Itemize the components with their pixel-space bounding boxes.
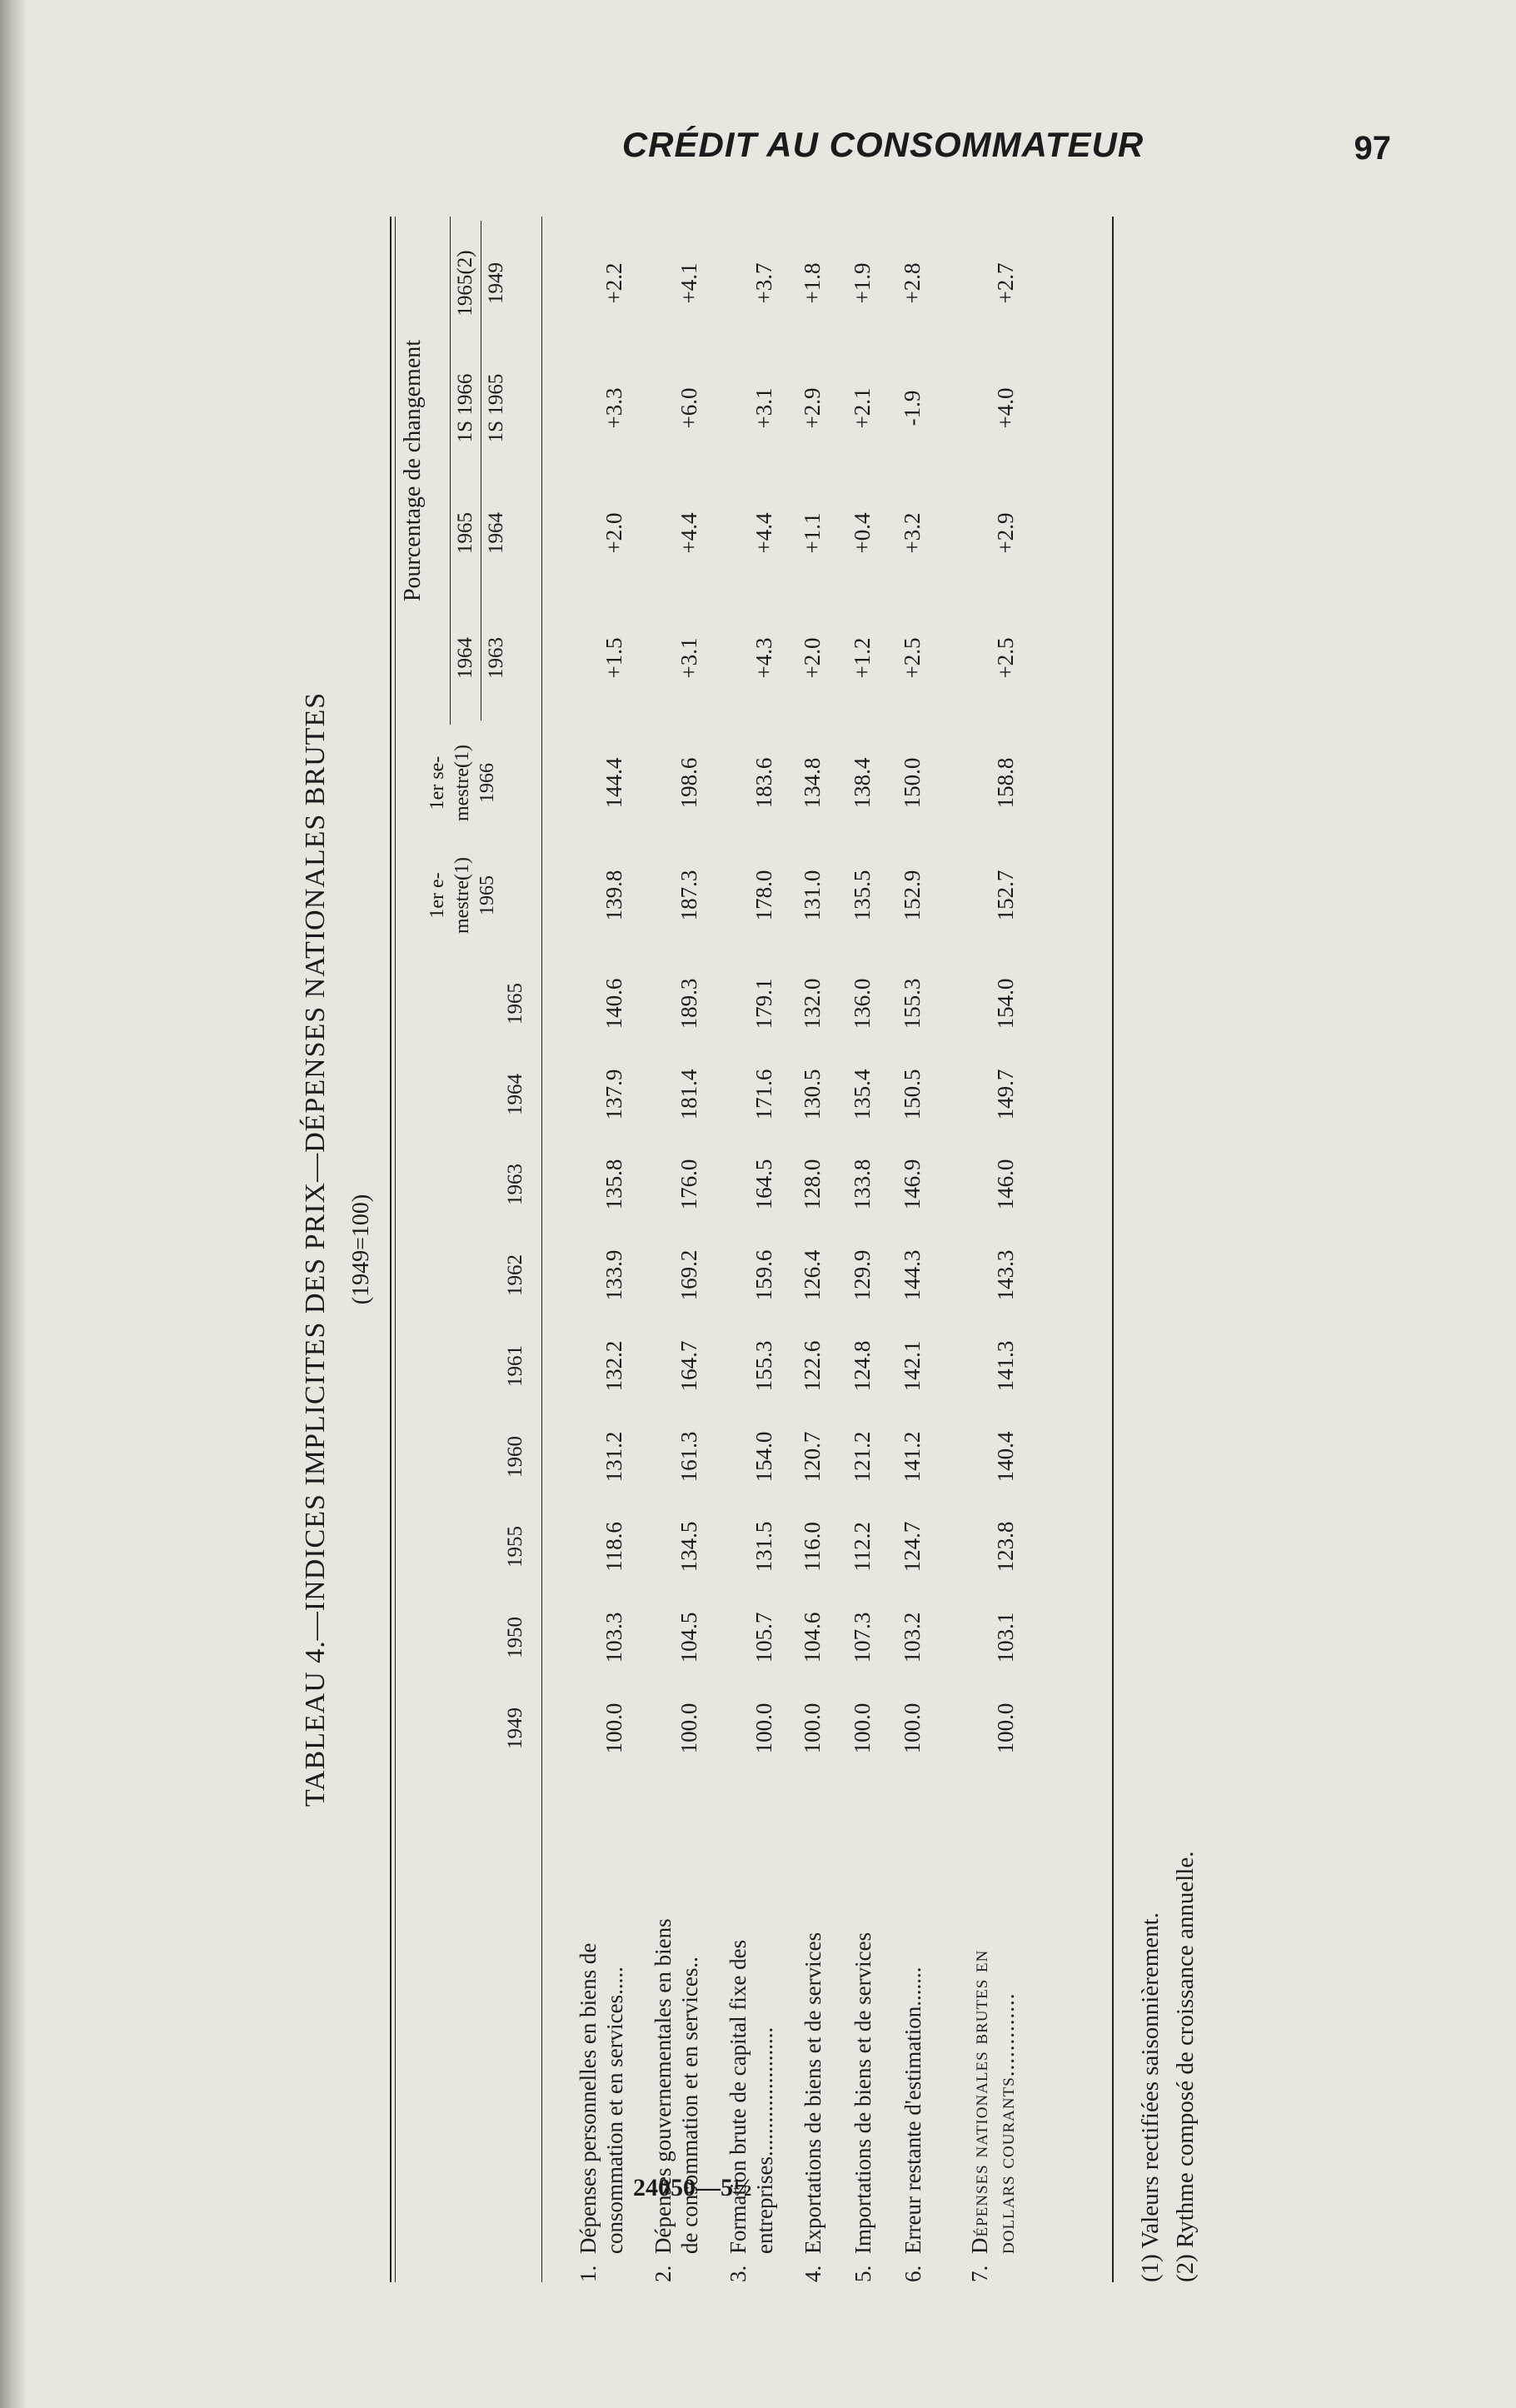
index-value-cell: 100.0	[751, 1703, 776, 1754]
index-value-cell: 155.3	[751, 1340, 776, 1392]
row-label-line2: consommation et en services.....	[602, 1967, 627, 2254]
row-label	[725, 1816, 778, 2282]
table-bottom-rule	[1112, 217, 1114, 2282]
row-number: 2.	[651, 2265, 676, 2282]
index-value-cell: 132.2	[601, 1340, 626, 1392]
index-value-cell: 141.2	[900, 1431, 925, 1483]
pct-change-cell: +2.7	[993, 262, 1018, 304]
index-value-cell: 128.0	[800, 1159, 825, 1210]
col-header-1960: 1960	[504, 1436, 526, 1478]
index-value-cell: 142.1	[900, 1340, 925, 1392]
index-value-cell: 136.0	[850, 978, 875, 1030]
pct-group-header: Pourcentage de changement	[400, 217, 451, 725]
index-value-cell: 146.9	[900, 1159, 925, 1210]
col-header-1962: 1962	[504, 1254, 526, 1296]
col-header-1949: 1949	[504, 1708, 526, 1749]
pct-change-cell: +3.1	[751, 387, 776, 429]
running-title: CRÉDIT AU CONSOMMATEUR	[621, 125, 1144, 164]
pct-change-cell: +3.3	[601, 387, 626, 429]
pct-change-cell: +2.9	[800, 387, 825, 429]
index-value-cell: 134.5	[676, 1521, 701, 1573]
index-value-cell: 100.0	[993, 1703, 1018, 1754]
index-value-cell: 124.8	[850, 1340, 875, 1392]
index-value-cell: 131.5	[751, 1521, 776, 1573]
index-value-cell: 164.7	[676, 1340, 701, 1392]
index-value-cell: 144.3	[900, 1249, 925, 1301]
index-value-cell: 100.0	[676, 1703, 701, 1754]
index-value-cell: 118.6	[601, 1522, 626, 1572]
col-header-1964: 1964	[504, 1074, 526, 1115]
page-binding-edge	[0, 0, 25, 2408]
pct-header-1965-1949: 1965(2) 1949	[454, 221, 508, 346]
index-value-cell: 131.2	[601, 1431, 626, 1483]
index-value-cell: 103.2	[900, 1612, 925, 1663]
index-value-cell: 164.5	[751, 1159, 776, 1210]
row-label-line1: Erreur restante d'estimation.......	[900, 1967, 925, 2254]
semester-header-1: 1er e- mestre(1) 1965	[426, 857, 498, 934]
pct-change-cell: +4.0	[993, 387, 1018, 429]
row-label	[966, 1816, 1020, 2282]
pct-change-cell: +3.1	[676, 637, 701, 679]
footnote-2: (2) Rythme composé de croissance annuelle.	[1172, 1851, 1199, 2282]
pct-change-cell: +1.8	[800, 262, 825, 304]
index-value-cell: 100.0	[850, 1703, 875, 1754]
index-value-cell: 137.9	[601, 1069, 626, 1120]
row-number: 3.	[726, 2265, 751, 2282]
pct-change-cell: +2.8	[900, 262, 925, 304]
semester-header-2: 1er se- mestre(1) 1966	[426, 745, 498, 821]
index-value-cell: 100.0	[800, 1703, 825, 1754]
index-value-cell: 105.7	[751, 1612, 776, 1663]
col-header-1955: 1955	[504, 1526, 526, 1568]
index-value-cell: 135.4	[850, 1069, 875, 1120]
index-value-cell: 176.0	[676, 1159, 701, 1210]
index-value-cell: 112.2	[850, 1522, 875, 1572]
index-value-cell: 171.6	[751, 1069, 776, 1120]
pct-change-cell: +2.9	[993, 512, 1018, 554]
index-value-cell: 140.4	[993, 1431, 1018, 1483]
row-number: 7.	[967, 2265, 992, 2282]
index-value-cell: 152.7	[993, 870, 1018, 921]
index-value-cell: 154.0	[993, 978, 1018, 1030]
page-number: 97	[1354, 130, 1391, 167]
index-value-cell: 131.0	[800, 870, 825, 921]
row-label-line2: entreprises.......................	[752, 2027, 777, 2254]
index-value-cell: 129.9	[850, 1249, 875, 1301]
index-value-cell: 121.2	[850, 1431, 875, 1483]
row-number: 4.	[800, 2265, 825, 2282]
pct-change-cell: +1.1	[800, 512, 825, 554]
table-top-rule	[390, 217, 391, 2282]
pct-change-cell: +6.0	[676, 387, 701, 429]
index-value-cell: 189.3	[676, 978, 701, 1030]
row-label	[900, 1816, 926, 2282]
index-value-cell: 169.2	[676, 1249, 701, 1301]
row-label	[575, 1816, 628, 2282]
pct-change-cell: +2.0	[601, 512, 626, 554]
table-subtitle: (1949=100)	[348, 1194, 374, 1305]
pct-change-cell: +2.1	[850, 387, 875, 429]
footnotes	[1133, 1116, 1203, 2282]
index-value-cell: 181.4	[676, 1069, 701, 1120]
col-header-1961: 1961	[504, 1345, 526, 1387]
col-header-1965: 1965	[504, 983, 526, 1025]
pct-header-1964-1963: 1964 1963	[454, 596, 508, 720]
index-value-cell: 100.0	[900, 1703, 925, 1754]
index-value-cell: 124.7	[900, 1521, 925, 1573]
index-value-cell: 187.3	[676, 870, 701, 921]
index-value-cell: 103.3	[601, 1612, 626, 1663]
index-value-cell: 146.0	[993, 1159, 1018, 1210]
pct-change-cell: +4.4	[751, 512, 776, 554]
row-label	[850, 1816, 876, 2282]
index-value-cell: 122.6	[800, 1340, 825, 1392]
col-header-1963: 1963	[504, 1164, 526, 1205]
footnote-1: (1) Valeurs rectifiées saisonnièrement.	[1137, 1912, 1164, 2282]
index-value-cell: 141.3	[993, 1340, 1018, 1392]
index-value-cell: 149.7	[993, 1069, 1018, 1120]
pct-change-cell: +4.1	[676, 262, 701, 304]
index-value-cell: 100.0	[601, 1703, 626, 1754]
index-value-cell: 120.7	[800, 1431, 825, 1483]
page-header	[466, 125, 1449, 183]
index-value-cell: 154.0	[751, 1431, 776, 1483]
index-value-cell: 133.9	[601, 1249, 626, 1301]
pct-change-cell: +4.4	[676, 512, 701, 554]
index-value-cell: 140.6	[601, 978, 626, 1030]
index-value-cell: 133.8	[850, 1159, 875, 1210]
index-value-cell: 126.4	[800, 1249, 825, 1301]
row-number: 5.	[850, 2265, 875, 2282]
index-value-cell: 135.8	[601, 1159, 626, 1210]
pct-change-cell: +2.5	[900, 637, 925, 679]
pct-change-cell: +0.4	[850, 512, 875, 554]
index-value-cell: 123.8	[993, 1521, 1018, 1573]
rotated-table-block	[300, 217, 1216, 2282]
table-top-rule-inner	[395, 217, 396, 2282]
col-header-1950: 1950	[504, 1617, 526, 1658]
index-value-cell: 143.3	[993, 1249, 1018, 1301]
row-label-line1: Dépenses nationales brutes en	[967, 1949, 992, 2254]
index-value-cell: 138.4	[850, 757, 875, 809]
index-value-cell: 198.6	[676, 757, 701, 809]
row-label	[650, 1816, 703, 2282]
index-value-cell: 178.0	[751, 870, 776, 921]
index-value-cell: 155.3	[900, 978, 925, 1030]
plate-number: 24050—5½	[633, 2174, 752, 2201]
pct-header-1965-1964: 1965 1964	[454, 471, 508, 596]
index-value-cell: 158.8	[993, 757, 1018, 809]
index-value-cell: 135.5	[850, 870, 875, 921]
pct-change-cell: +3.2	[900, 512, 925, 554]
index-value-cell: 104.6	[800, 1612, 825, 1663]
row-label-line2: dollars courants.............	[994, 1992, 1019, 2254]
row-label-line1: Formation brute de capital fixe des	[726, 1939, 751, 2254]
row-number: 1.	[576, 2265, 601, 2282]
index-value-cell: 144.4	[601, 757, 626, 809]
index-value-cell: 150.5	[900, 1069, 925, 1120]
index-value-cell: 150.0	[900, 757, 925, 809]
pct-change-cell: +3.7	[751, 262, 776, 304]
index-value-cell: 139.8	[601, 870, 626, 921]
index-value-cell: 152.9	[900, 870, 925, 921]
pct-header-1s1966-1s1965: 1S 1966 1S 1965	[454, 346, 508, 471]
row-label-line1: Exportations de biens et de services	[800, 1932, 825, 2254]
pct-change-cell: +2.5	[993, 637, 1018, 679]
index-value-cell: 104.5	[676, 1612, 701, 1663]
pct-change-cell: +2.0	[800, 637, 825, 679]
table-title: TABLEAU 4.—INDICES IMPLICITES DES PRIX—DÉPENSES NATIONALES BRUTES	[300, 691, 331, 1807]
pct-change-cell: +1.9	[850, 262, 875, 304]
index-value-cell: 161.3	[676, 1431, 701, 1483]
pct-change-cell: +1.2	[850, 637, 875, 679]
index-value-cell: 159.6	[751, 1249, 776, 1301]
index-value-cell: 183.6	[751, 757, 776, 809]
row-label-line2: de consommation et en services..	[677, 1957, 702, 2254]
row-label	[800, 1816, 826, 2282]
row-label-line1: Dépenses personnelles en biens de	[576, 1942, 601, 2254]
index-value-cell: 103.1	[993, 1612, 1018, 1663]
pct-change-cell: +2.2	[601, 262, 626, 304]
pct-change-cell: +4.3	[751, 637, 776, 679]
index-value-cell: 130.5	[800, 1069, 825, 1120]
pct-change-cell: -1.9	[900, 390, 925, 426]
row-label-line1: Dépenses gouvernementales en biens	[651, 1918, 676, 2254]
header-bottom-rule	[541, 217, 542, 2282]
index-value-cell: 134.8	[800, 757, 825, 809]
index-value-cell: 132.0	[800, 978, 825, 1030]
index-value-cell: 116.0	[800, 1522, 825, 1572]
index-value-cell: 107.3	[850, 1612, 875, 1663]
row-number: 6.	[900, 2265, 925, 2282]
pct-change-cell: +1.5	[601, 637, 626, 679]
index-value-cell: 179.1	[751, 978, 776, 1030]
row-label-line1: Importations de biens et de services	[850, 1932, 875, 2254]
